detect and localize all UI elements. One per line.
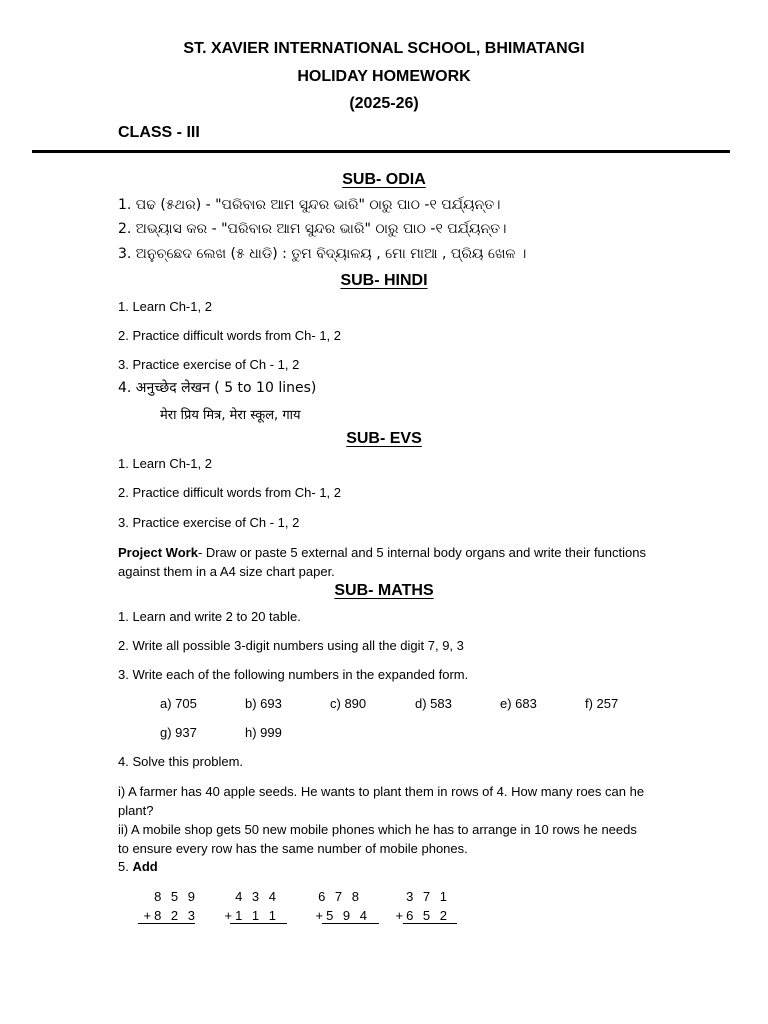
add-label: Add [132,859,158,874]
evs-heading: SUB- EVS [346,430,422,447]
document-title: HOLIDAY HOMEWORK [297,68,471,85]
maths-item-5 [118,859,158,874]
academic-year: (2025-26) [349,95,419,112]
number-f: f) 257 [585,696,619,711]
hindi-item-2: 2. Practice difficult words from Ch- 1, 2 [118,328,342,343]
evs-project-work [118,543,648,581]
hindi-item-4: 4. अनुच्छेद लेखन ( 5 to 10 lines) [118,380,317,396]
evs-item-3: 3. Practice exercise of Ch - 1, 2 [118,515,300,530]
number-b: b) 693 [245,696,282,711]
maths-item-2: 2. Write all possible 3-digit numbers using all the digit 7, 9, 3 [118,638,464,653]
odia-item-2: 2. ଅଭ୍ୟାସ କର - "ପରିବାର ଆମ ସୁନ୍ଦର ଭାରି" ଠାରୁ ପାଠ -୧ ପର୍ଯ୍ୟନ୍ତ। [118,221,507,237]
project-work-label: Project Work [118,545,198,560]
odia-item-1: 1. ପଢ (୫ଥର) - "ପରିବାର ଆମ ସୁନ୍ଦର ଭାରି" ଠାରୁ ପାଠ -୧ ପର୍ଯ୍ୟନ୍ତ। [118,197,501,213]
class-label: CLASS - III [118,124,200,141]
number-h: h) 999 [245,725,282,740]
hindi-item-1: 1. Learn Ch-1, 2 [118,299,212,314]
evs-item-2: 2. Practice difficult words from Ch- 1, 2 [118,485,342,500]
maths-item-3: 3. Write each of the following numbers in the expanded form. [118,667,469,682]
sum-2-top: 4 3 4 [235,889,279,904]
sum-3-underline [322,923,379,924]
sum-2-underline [230,923,287,924]
number-e: e) 683 [500,696,537,711]
hindi-heading: SUB- HINDI [340,272,428,289]
school-name: ST. XAVIER INTERNATIONAL SCHOOL, BHIMATANGI [183,40,585,57]
header-divider [32,150,730,153]
maths-item-4: 4. Solve this problem. [118,754,244,769]
sum-4-bottom: +6 5 2 [395,908,450,923]
odia-item-3: 3. ଅନୁଚ୍ଛେଦ ଲେଖ (୫ ଧାଡି) : ତୁମ ବିଦ୍ୟାଳୟ , ମୋ ମାଆ , ପ୍ରିୟ ଖେଳ । [118,246,527,262]
problem-1: i) A farmer has 40 apple seeds. He wants to plant them in rows of 4. How many roes can he plant? [118,784,645,818]
number-a: a) 705 [160,696,197,711]
hindi-item-3: 3. Practice exercise of Ch - 1, 2 [118,357,300,372]
number-g: g) 937 [160,725,197,740]
odia-heading: SUB- ODIA [342,171,426,188]
maths-item-1: 1. Learn and write 2 to 20 table. [118,609,301,624]
sum-3-bottom: +5 9 4 [315,908,370,923]
project-work-text: - Draw or paste 5 external and 5 internal body organs and write their functions against them in a A4 size chart paper. [118,545,646,579]
sum-1-top: 8 5 9 [154,889,198,904]
sum-4-underline [403,923,457,924]
sum-4-top: 3 7 1 [406,889,450,904]
sum-1-bottom: +8 2 3 [143,908,198,923]
evs-item-1: 1. Learn Ch-1, 2 [118,456,212,471]
sum-2-bottom: +1 1 1 [224,908,279,923]
number-c: c) 890 [330,696,367,711]
item-5-number: 5. [118,859,129,874]
sum-3-top: 6 7 8 [318,889,362,904]
problem-2: ii) A mobile shop gets 50 new mobile phones which he has to arrange in 10 rows he needs to ensure every row has the same number of mobile phones. [118,822,637,856]
hindi-topics: मेरा प्रिय मित्र, मेरा स्कूल, गाय [160,408,301,423]
maths-heading: SUB- MATHS [334,582,434,599]
number-d: d) 583 [415,696,452,711]
sum-1-underline [138,923,195,924]
